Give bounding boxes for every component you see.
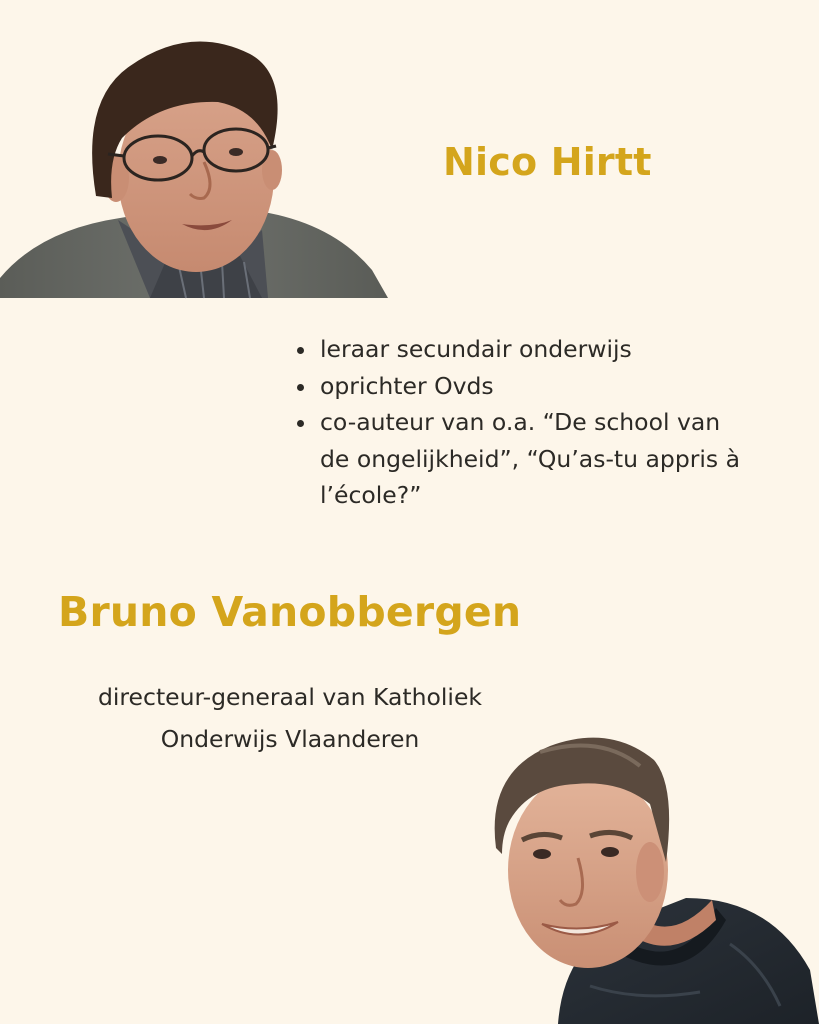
role-line-2: Onderwijs Vlaanderen <box>160 725 420 753</box>
portrait-man-smiling-icon <box>480 730 819 1024</box>
nico-hirtt-name: Nico Hirtt <box>443 140 652 184</box>
nico-hirtt-bio-list <box>294 331 744 514</box>
bruno-vanobbergen-role <box>40 676 540 760</box>
bruno-vanobbergen-name: Bruno Vanobbergen <box>58 588 522 636</box>
list-item: co-auteur van o.a. “De school van de ongelijkheid”, “Qu’as-tu appris à l’école?” <box>294 404 744 514</box>
portrait-man-glasses-icon <box>0 30 390 300</box>
nico-hirtt-photo <box>0 30 390 300</box>
list-item: oprichter Ovds <box>294 368 744 405</box>
list-item: leraar secundair onderwijs <box>294 331 744 368</box>
role-line-1: directeur-generaal van Katholiek <box>97 683 483 711</box>
bruno-vanobbergen-photo <box>480 730 819 1024</box>
